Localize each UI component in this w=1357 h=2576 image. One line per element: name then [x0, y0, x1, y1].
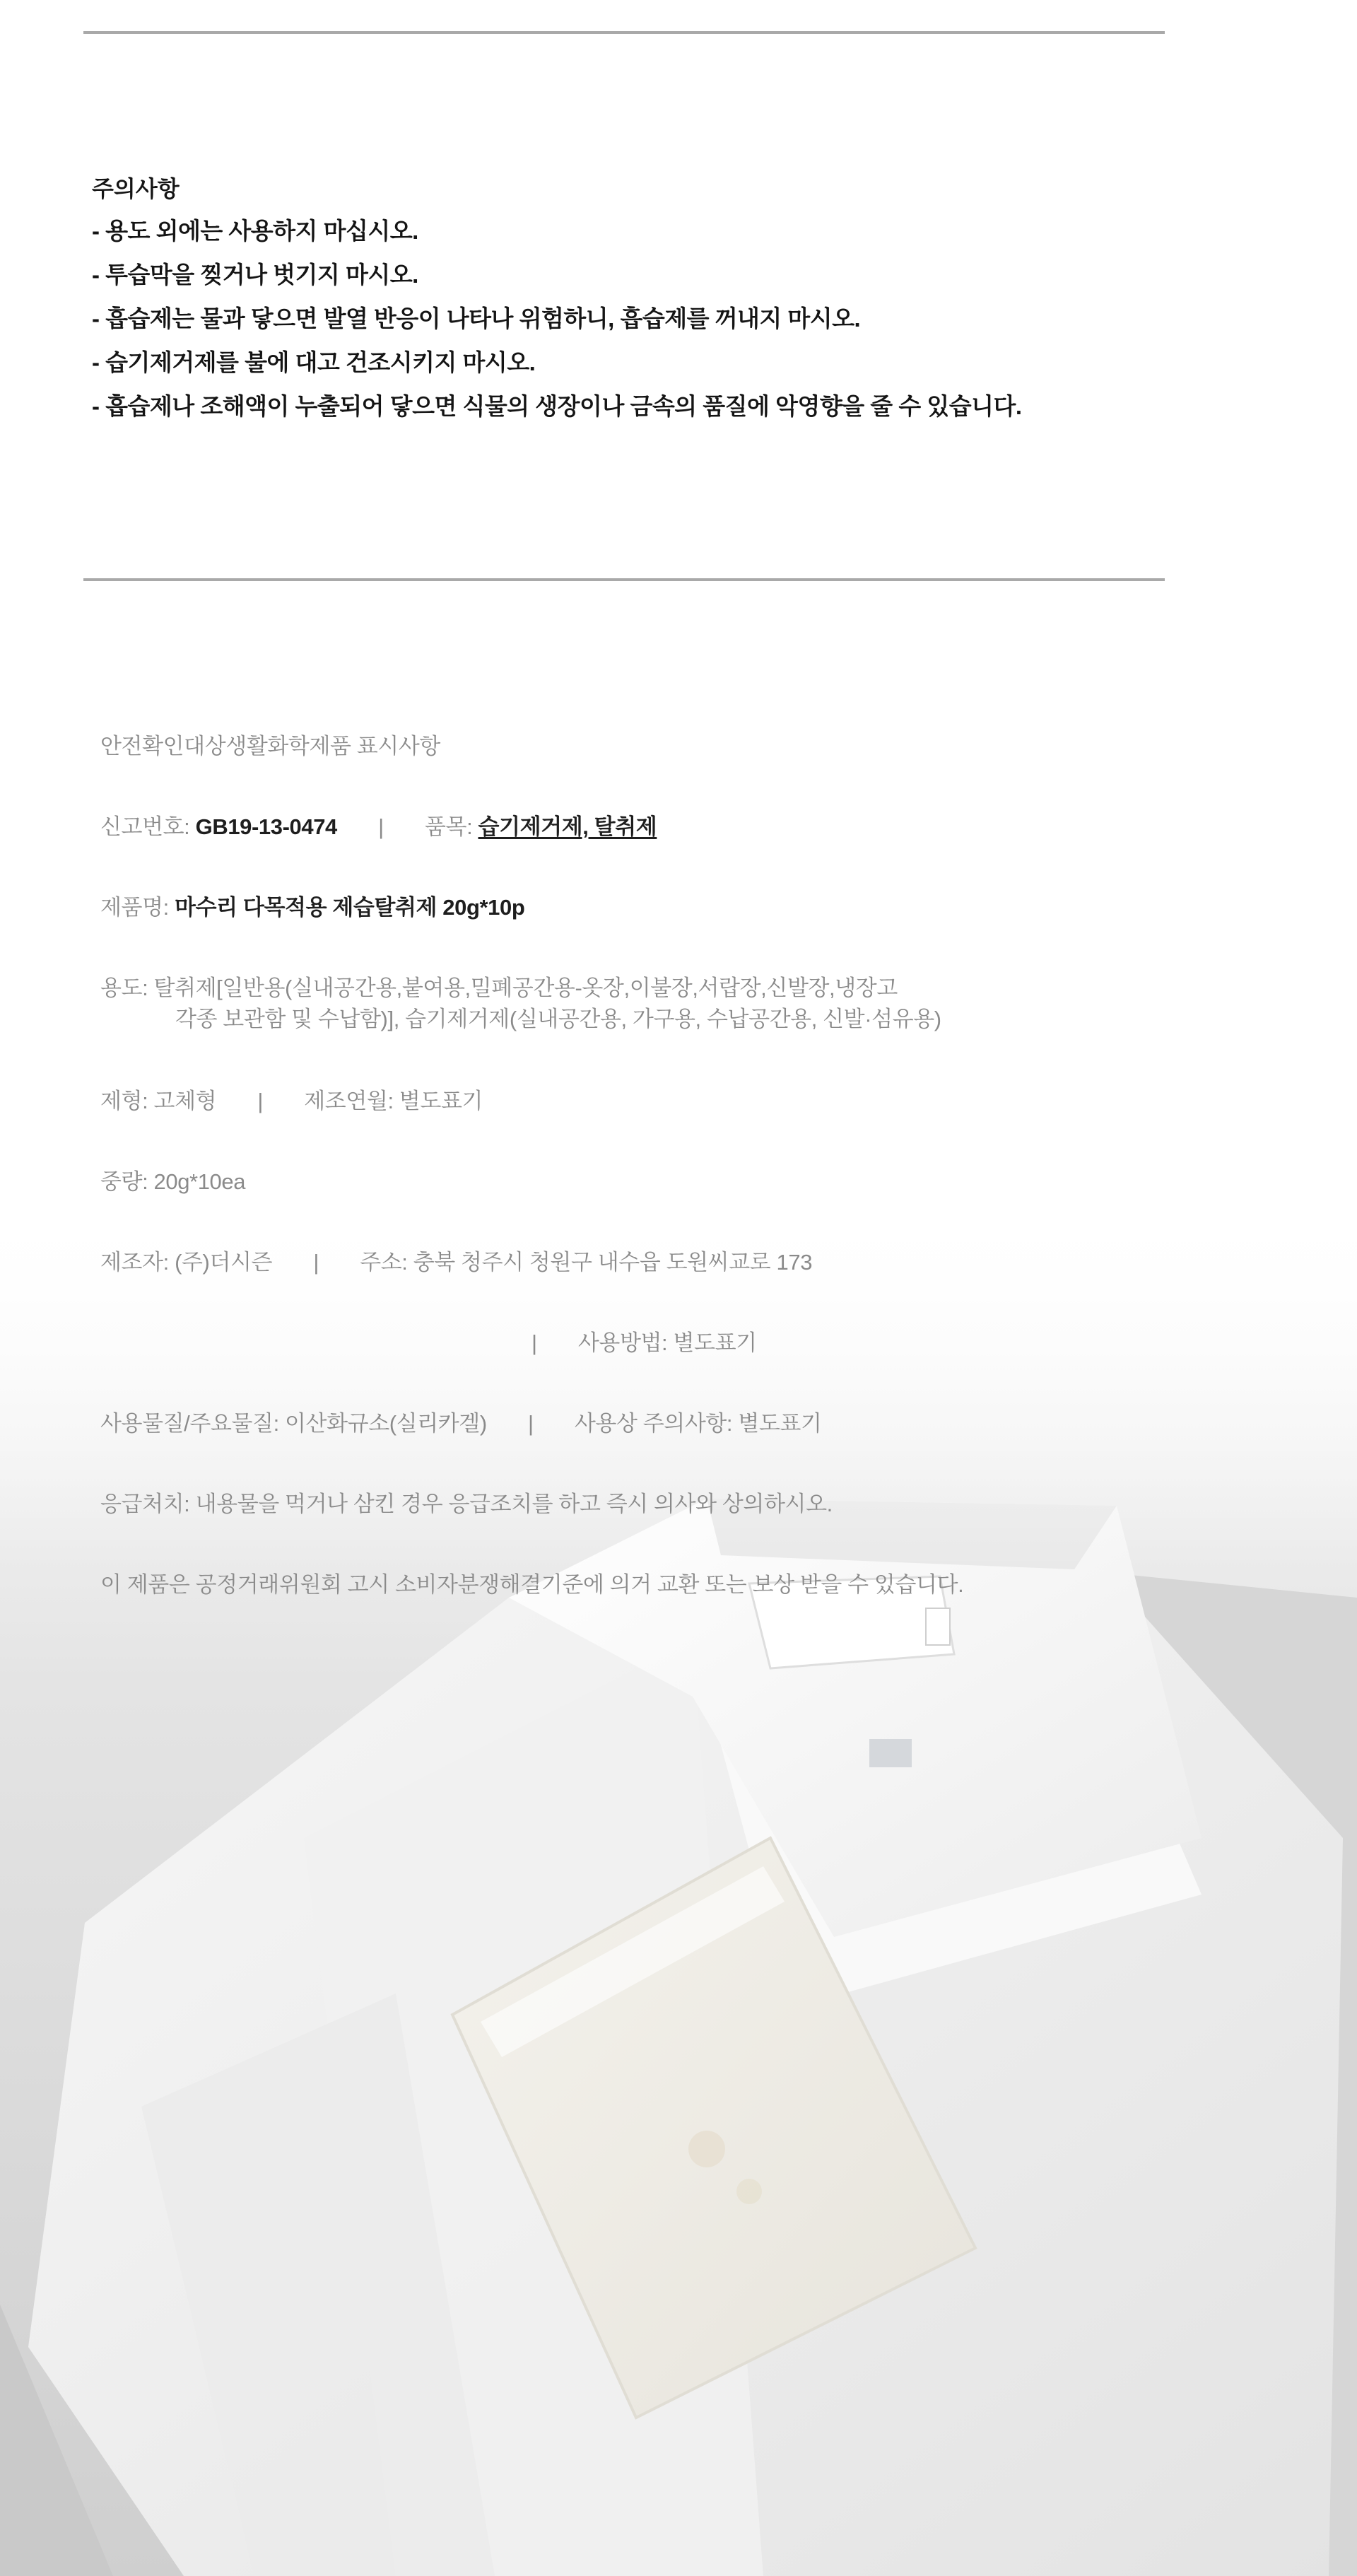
substance-value: 이산화규소(실리카겔) [285, 1411, 487, 1436]
substance-label: 사용물질/주요물질: [100, 1411, 279, 1436]
separator: | [531, 1330, 537, 1355]
report-label: 신고번호: [100, 814, 190, 839]
caution-line-3: - 흡습제는 물과 닿으면 발열 반응이 나타나 위험하니, 흡습제를 꺼내지 마시오. [92, 305, 861, 332]
spec-row-weight [100, 1164, 245, 1195]
product-value: 마수리 다목적용 제습탈취제 20g*10p [175, 895, 525, 920]
form-value: 고체형 [153, 1089, 217, 1113]
spec-row-form [100, 1083, 483, 1115]
usage-value-line-2: 각종 보관함 및 수납함)], 습기제거제(실내공간용, 가구용, 수납공간용, 신발·섬유용) [175, 1007, 941, 1031]
caution-line-4: - 습기제거제를 불에 대고 건조시키지 마시오. [92, 349, 536, 375]
usage-label: 용도: [100, 976, 148, 1000]
spec-row-product [100, 889, 524, 921]
date-label: 제조연월: [304, 1089, 394, 1113]
first-aid-value: 내용물을 먹거나 삼킨 경우 응급조치를 하고 즉시 의사와 상의하시오. [195, 1492, 833, 1516]
maker-value: (주)더시즌 [175, 1250, 273, 1275]
caution-line-1: - 용도 외에는 사용하지 마십시오. [92, 218, 418, 244]
caution-line-2: - 투습막을 찢거나 벗기지 마시오. [92, 262, 418, 288]
spec-notice: 이 제품은 공정거래위원회 고시 소비자분쟁해결기준에 의거 교환 또는 보상 받을 수 있습니다. [100, 1572, 964, 1597]
form-label: 제형: [100, 1089, 148, 1113]
separator: | [313, 1250, 319, 1275]
item-value: 습기제거제, 탈취제 [478, 814, 657, 839]
top-divider [83, 31, 1165, 34]
usage-value-line-1: 탈취제[일반용(실내공간용,붙여용,밀폐공간용-옷장,이불장,서랍장,신발장,냉장고 [153, 976, 898, 1000]
spec-row-substance [100, 1405, 822, 1437]
spec-header: 안전확인대상생활화학제품 표시사항 [100, 734, 440, 759]
weight-label: 중량: [100, 1169, 148, 1194]
method-label: 사용방법: [577, 1330, 668, 1355]
date-value: 별도표기 [399, 1089, 483, 1113]
precaution-value: 별도표기 [738, 1411, 822, 1436]
caution-section [92, 168, 1251, 428]
caution-title: 주의사항 [92, 176, 180, 201]
address-value: 충북 청주시 청원구 내수읍 도원씨교로 173 [413, 1250, 813, 1275]
spec-row-maker [100, 1244, 812, 1276]
product-label: 제품명: [100, 895, 169, 920]
middle-divider [83, 578, 1165, 581]
weight-value: 20g*10ea [153, 1169, 246, 1194]
separator: | [257, 1089, 264, 1113]
spec-row-usage-1 [100, 970, 898, 1002]
first-aid-label: 응급처치: [100, 1492, 190, 1516]
spec-row-first-aid [100, 1486, 833, 1518]
address-label: 주소: [360, 1250, 408, 1275]
maker-label: 제조자: [100, 1250, 169, 1275]
spec-row-method [531, 1325, 757, 1357]
separator: | [378, 814, 384, 839]
caution-line-5: - 흡습제나 조해액이 누출되어 닿으면 식물의 생장이나 금속의 품질에 악영향을 줄 수 있습니다. [92, 393, 1022, 419]
report-value: GB19-13-0474 [195, 814, 337, 839]
precaution-label: 사용상 주의사항: [574, 1411, 733, 1436]
spec-row-report [100, 809, 657, 841]
separator: | [528, 1411, 534, 1436]
method-value: 별도표기 [673, 1330, 757, 1355]
item-label: 품목: [425, 814, 473, 839]
